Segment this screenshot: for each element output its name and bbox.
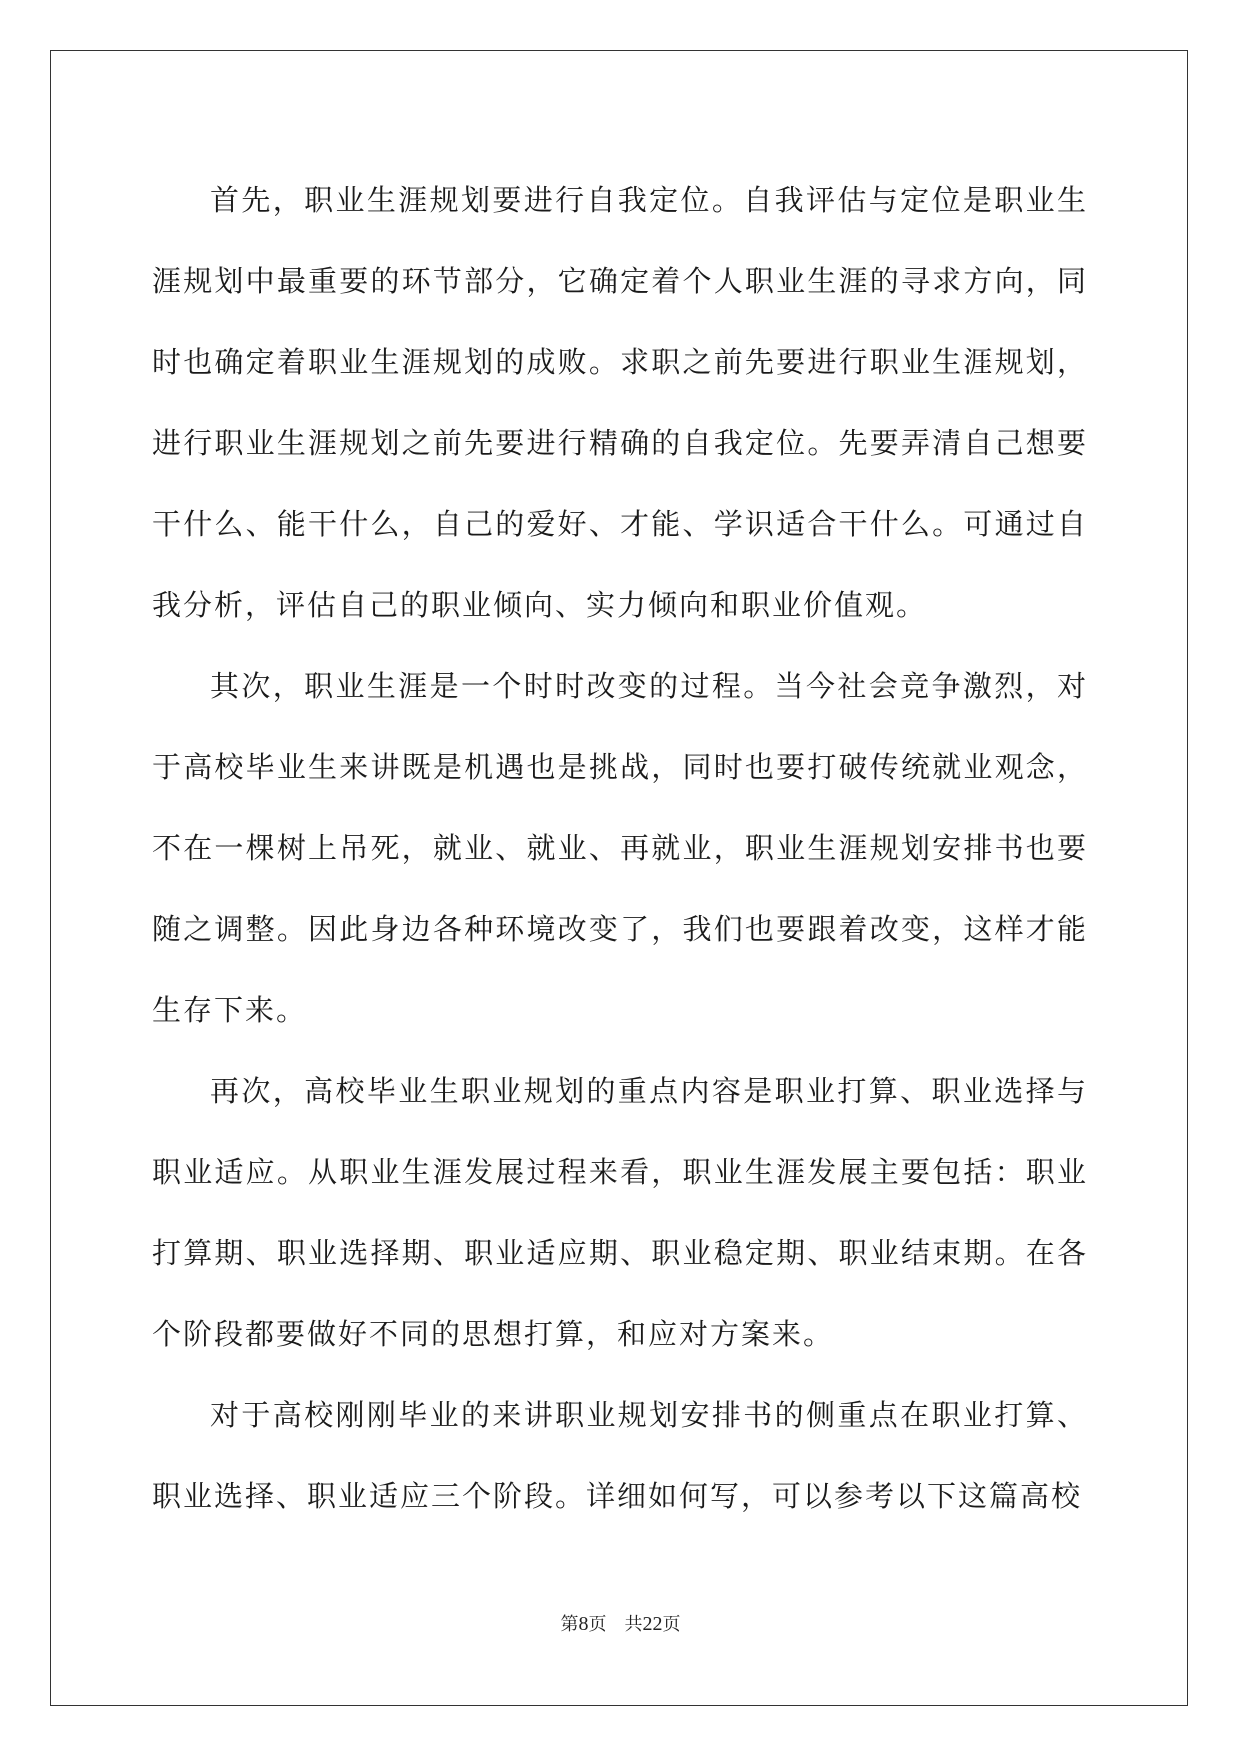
page-total (625, 1614, 681, 1635)
page-suffix: 页 (588, 1614, 607, 1635)
paragraph-graduate-emphasis: 对于高校刚刚毕业的来讲职业规划安排书的侧重点在职业打算、职业选择、职业适应三个阶段。详细如何写，可以参考以下这篇高校 (152, 1398, 1088, 1513)
page-footer (0, 1610, 1241, 1636)
page-prefix: 第 (560, 1614, 579, 1635)
total-prefix: 共 (624, 1614, 643, 1635)
current-page-number: 8 (578, 1613, 589, 1635)
total-page-count: 22 (642, 1613, 663, 1635)
paragraph-self-positioning: 首先，职业生涯规划要进行自我定位。自我评估与定位是职业生涯规划中最重要的环节部分，它确定着个人职业生涯的寻求方向，同时也确定着职业生涯规划的成败。求职之前先要进行职业生涯规划，进行职业生涯规划之前先要进行精确的自我定位。先要弄清自己想要干什么、能干什么，自己的爱好、才能、学识适合干什么。可通过自我分析，评估自己的职业倾向、实力倾向和职业价值观。 (152, 183, 1088, 622)
total-suffix: 页 (662, 1614, 681, 1635)
page-number (561, 1614, 607, 1635)
paragraph-planning-focus: 再次，高校毕业生职业规划的重点内容是职业打算、职业选择与职业适应。从职业生涯发展过程来看，职业生涯发展主要包括：职业打算期、职业选择期、职业适应期、职业稳定期、职业结束期。在各个阶段都要做好不同的思想打算，和应对方案来。 (152, 1074, 1088, 1351)
paragraph-career-change: 其次，职业生涯是一个时时改变的过程。当今社会竞争激烈，对于高校毕业生来讲既是机遇也是挑战，同时也要打破传统就业观念，不在一棵树上吊死，就业、就业、再就业，职业生涯规划安排书也要随之调整。因此身边各种环境改变了，我们也要跟着改变，这样才能生存下来。 (152, 669, 1088, 1027)
document-body (152, 160, 1088, 1537)
